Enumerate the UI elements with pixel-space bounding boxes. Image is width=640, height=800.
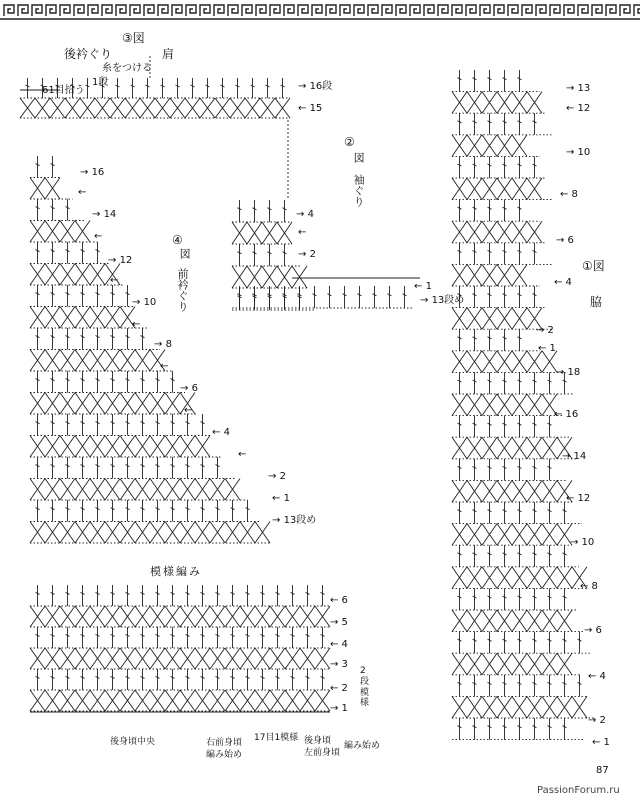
fig4-r14: → 14	[92, 209, 117, 220]
fig1-lower-row-label: → 2	[588, 715, 606, 726]
fig1-upper-row-label: → 13	[566, 83, 591, 94]
fig4-number: ④	[172, 233, 183, 247]
fig1-lower-row-label: ← 16	[554, 409, 579, 420]
pattern-row-label: ← 4	[330, 639, 348, 650]
fig4-r12: → 12	[108, 255, 133, 266]
fig1-lower-row-label: ← 8	[580, 581, 598, 592]
pattern-repeat-label: 2段模様	[360, 666, 370, 709]
fig2-r1: ← 1	[414, 281, 432, 292]
fig3-shoulder: 肩	[162, 47, 175, 61]
fig1-title: 脇	[590, 295, 603, 309]
label-right-front: 右前身頃 編み始め	[206, 738, 243, 760]
fig3-r16: → 16段	[298, 81, 333, 92]
pattern-row-label: → 3	[330, 659, 348, 670]
fig1-lower-row-label: → 10	[570, 537, 595, 548]
fig4-r2: → 2	[268, 471, 286, 482]
fig2-r4: → 4	[296, 209, 314, 220]
fig4-r4: ← 4	[212, 427, 230, 438]
label-center-back: 後身頃中央	[110, 737, 156, 747]
fig4-r13-arrow: ←	[94, 231, 103, 242]
fig1-lower-row-label: ← 1	[592, 737, 610, 748]
label-start: 編み始め	[344, 741, 381, 751]
fig4-r11-arrow: ←	[110, 275, 119, 286]
fig1-upper-row-label: ← 4	[554, 277, 572, 288]
fig1-upper-row-label: → 10	[566, 147, 591, 158]
fig1-upper-row-label: ← 8	[560, 189, 578, 200]
fig4-r7-arrow: ←	[160, 361, 169, 372]
fig1-number: ①図	[582, 259, 605, 273]
fig4-r9-arrow: ←	[132, 319, 141, 330]
pattern-row-label: ← 6	[330, 595, 348, 606]
fig4-r16: → 16	[80, 167, 105, 178]
fig3-title: 後衿ぐり	[64, 47, 113, 61]
fig1-lower-row-label: → 18	[556, 367, 581, 378]
fig1-lower-row-label: ← 4	[588, 671, 606, 682]
fig2-r2: → 2	[298, 249, 316, 260]
fig3-attach: 糸をつける	[102, 63, 152, 74]
fig3-number: ③図	[122, 31, 145, 45]
fig4-title: 前衿ぐり	[176, 268, 190, 312]
pattern-row-label: ← 2	[330, 683, 348, 694]
fig2-title: 袖ぐり	[352, 174, 366, 207]
pattern-row-label: → 1	[330, 703, 348, 714]
fig4-r15-arrow: ←	[78, 187, 87, 198]
fig2-number: ②	[344, 135, 355, 149]
pattern-row-label: → 5	[330, 617, 348, 628]
fig4-r1: ← 1	[272, 493, 290, 504]
fig1-upper-row-label: ← 12	[566, 103, 591, 114]
fig2-r13: → 13段め	[420, 295, 465, 306]
page-number: 87	[596, 765, 609, 776]
fig1-lower-row-label: ← 12	[566, 493, 591, 504]
fig1-lower-row-label: → 6	[584, 625, 602, 636]
fig1-upper-row-label: → 6	[556, 235, 574, 246]
watermark: PassionForum.ru	[537, 785, 620, 796]
pattern-title: 模様編み	[150, 565, 202, 578]
label-repeat: 17目1模様	[254, 733, 299, 743]
fig4-r6: → 6	[180, 383, 198, 394]
fig3-row1: 1段	[92, 77, 109, 88]
fig4-zu: 図	[178, 248, 192, 259]
fig2-zu: 図	[352, 152, 366, 163]
label-back-left-front: 後身頃 左前身頃	[304, 736, 341, 758]
fig1-upper-row-label: ← 1	[538, 343, 556, 354]
fig4-r3-arrow: ←	[238, 449, 247, 460]
fig1-upper-row-label: → 2	[536, 325, 554, 336]
fig2-r3-arrow: ←	[298, 227, 307, 238]
fig4-r5-arrow: ←	[184, 405, 193, 416]
fig3-r15: ← 15	[298, 103, 323, 114]
fig3-count: 61目拾う	[42, 85, 85, 96]
fig4-r8: → 8	[154, 339, 172, 350]
fig1-lower-row-label: → 14	[562, 451, 587, 462]
fig4-r13: → 13段め	[272, 515, 317, 526]
fig4-r10: → 10	[132, 297, 157, 308]
